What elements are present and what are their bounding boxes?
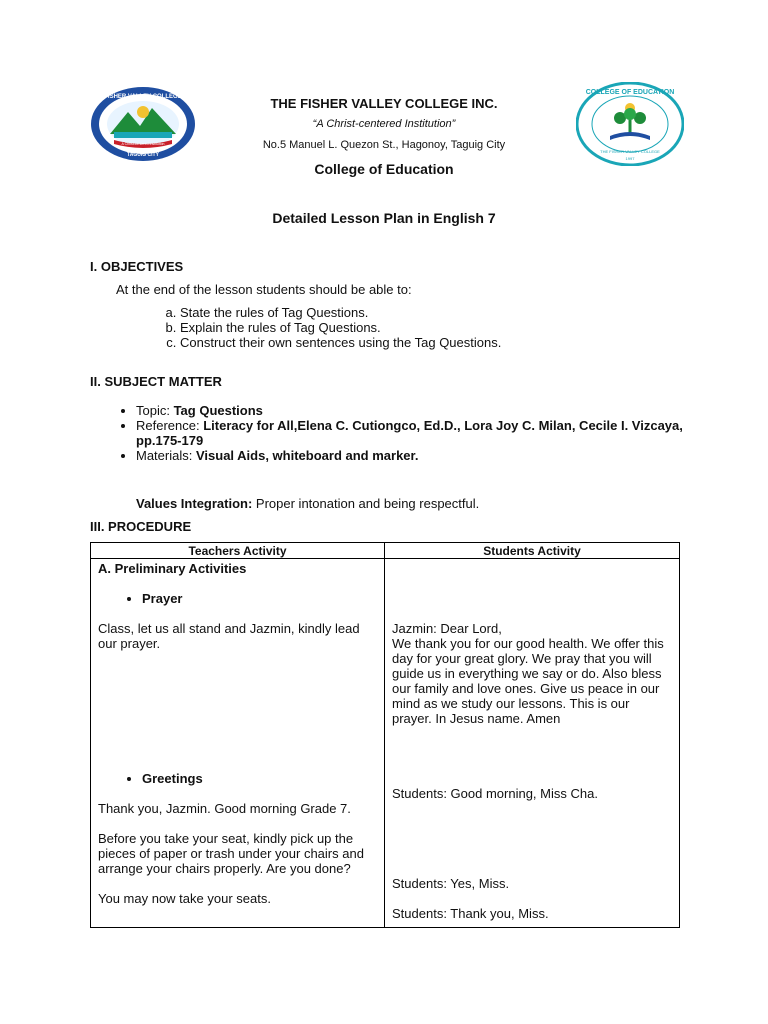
lesson-plan-title: Detailed Lesson Plan in English 7 bbox=[272, 210, 496, 226]
college-address: No.5 Manuel L. Quezon St., Hagonoy, Taguig City bbox=[262, 139, 506, 151]
prayer-label: • Prayer bbox=[142, 591, 377, 606]
prayer-student-text: We thank you for our good health. We offer this day for your great glory. We pray that you will guide us in everything we say or do. Also bless our family and love ones. Give us peace in our mind as we study our lessons. This is our prayer. In Jesus name. Amen bbox=[392, 636, 664, 726]
greet-student-text-3: Students: Thank you, Miss. bbox=[392, 906, 549, 921]
objective-item: b. Explain the rules of Tag Questions. bbox=[180, 320, 501, 335]
prayer-list bbox=[98, 591, 377, 606]
topic-item bbox=[136, 403, 696, 418]
materials-label: Materials: bbox=[136, 448, 196, 463]
topic-value: Tag Questions bbox=[173, 403, 263, 418]
reference-item bbox=[136, 418, 696, 448]
materials-item bbox=[136, 448, 696, 463]
greet-teacher-text-1: Thank you, Jazmin. Good morning Grade 7. bbox=[98, 801, 351, 816]
college-name: THE FISHER VALLEY COLLEGE INC. bbox=[270, 96, 498, 111]
procedure-heading: III. PROCEDURE bbox=[90, 519, 192, 534]
preliminary-activities-label: A. Preliminary Activities bbox=[98, 561, 247, 576]
seal-bottom-text: TAGUIG CITY bbox=[127, 152, 159, 158]
subject-matter-list bbox=[112, 403, 696, 463]
topic-label: Topic: bbox=[136, 403, 174, 418]
greet-student-text-1: Students: Good morning, Miss Cha. bbox=[392, 786, 598, 801]
students-activity-header: Students Activity bbox=[385, 543, 680, 559]
objectives-heading: I. OBJECTIVES bbox=[90, 259, 184, 274]
greet-student-text-2: Students: Yes, Miss. bbox=[392, 876, 510, 891]
prayer-teacher-text: Class, let us all stand and Jazmin, kindly lead our prayer. bbox=[98, 621, 360, 651]
seal-top-text: THE FISHER VALLEY COLLEGE INC. bbox=[90, 94, 196, 100]
teachers-activity-header: Teachers Activity bbox=[91, 543, 385, 559]
values-value: Proper intonation and being respectful. bbox=[252, 496, 480, 511]
college-motto: “A Christ-centered Institution” bbox=[312, 118, 456, 130]
subject-matter-heading: II. SUBJECT MATTER bbox=[90, 374, 222, 389]
seal-top-text: COLLEGE OF EDUCATION bbox=[585, 89, 675, 96]
student-cell bbox=[385, 559, 680, 928]
greet-teacher-text-2: Before you take your seat, kindly pick up the pieces of paper or trash under your chairs and arrange your chairs properly. Are you done? bbox=[98, 831, 364, 876]
seal-bottom-text: THE FISHER VALLEY COLLEGE bbox=[600, 149, 660, 154]
table-header-row bbox=[91, 543, 680, 559]
objectives-list bbox=[148, 305, 501, 350]
teacher-cell bbox=[91, 559, 385, 928]
objective-item: a. State the rules of Tag Questions. bbox=[180, 305, 501, 320]
seal-year-text: 1997 bbox=[625, 156, 635, 161]
values-label: Values Integration: bbox=[136, 496, 253, 511]
prayer-student-opening: Jazmin: Dear Lord, bbox=[392, 621, 502, 636]
values-integration bbox=[136, 496, 479, 511]
seal-ribbon-text: A Christ-centered Institution bbox=[121, 142, 165, 146]
procedure-table bbox=[90, 542, 680, 928]
greetings-label: • Greetings bbox=[142, 771, 377, 786]
objectives-intro: At the end of the lesson students should be able to: bbox=[116, 282, 412, 297]
department-name: College of Education bbox=[314, 161, 454, 177]
reference-label: Reference: bbox=[136, 418, 204, 433]
objective-item: c. Construct their own sentences using the Tag Questions. bbox=[180, 335, 501, 350]
reference-value: Literacy for All,Elena C. Cutiongco, Ed.D., Lora Joy C. Milan, Cecile I. Vizcaya, pp.175-179 bbox=[136, 418, 683, 448]
materials-value: Visual Aids, whiteboard and marker. bbox=[195, 448, 419, 463]
greetings-list bbox=[98, 771, 377, 786]
table-row bbox=[91, 559, 680, 928]
greet-teacher-text-3: You may now take your seats. bbox=[98, 891, 271, 906]
